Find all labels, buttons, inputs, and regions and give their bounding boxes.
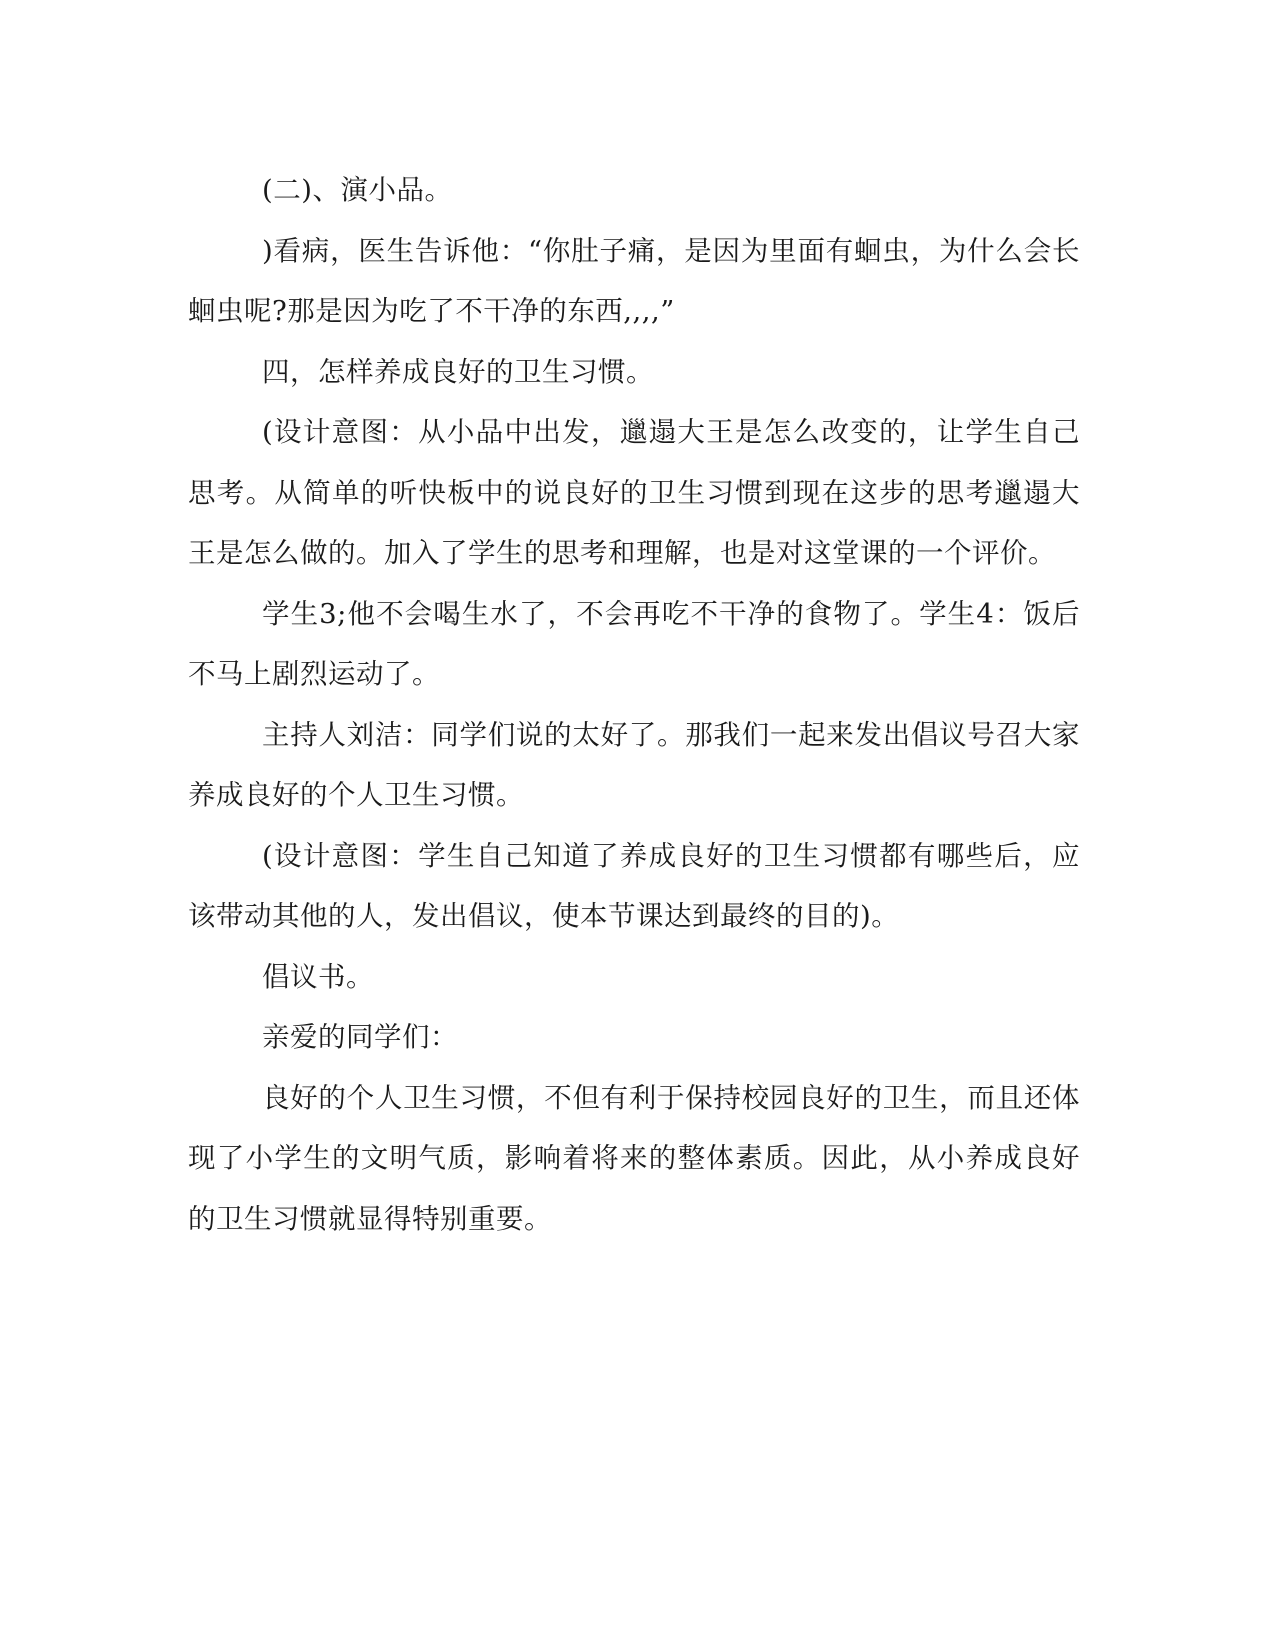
paragraph-heading-habits: 四，怎样养成良好的卫生习惯。 [262,355,654,388]
paragraph-doctor-visit: )看病，医生告诉他：“你肚子痛，是因为里面有蛔虫，为什么会长蛔虫呢?那是因为吃了不干净的东西,,,,” [188,234,1080,327]
paragraph-student-answers: 学生3;他不会喝生水了，不会再吃不干净的食物了。学生4：饭后不马上剧烈运动了。 [188,597,1080,690]
paragraph-design-intent-1: (设计意图：从小品中出发，邋遢大王是怎么改变的，让学生自己思考。从简单的听快板中的说良好的卫生习惯到现在这步的思考邋遢大王是怎么做的。加入了学生的思考和理解，也是对这堂课的一个评价。 [188,416,1080,569]
document-body [188,160,1080,1249]
paragraph-proposal-title: 倡议书。 [262,960,374,993]
paragraph-proposal-body: 良好的个人卫生习惯，不但有利于保持校园良好的卫生，而且还体现了小学生的文明气质，影响着将来的整体素质。因此，从小养成良好的卫生习惯就显得特别重要。 [188,1081,1080,1235]
paragraph-heading-skit: (二)、演小品。 [262,174,453,206]
paragraph-host-remarks: 主持人刘洁：同学们说的太好了。那我们一起来发出倡议号召大家养成良好的个人卫生习惯。 [188,718,1080,811]
paragraph-design-intent-2: (设计意图：学生自己知道了养成良好的卫生习惯都有哪些后，应该带动其他的人，发出倡议，使本节课达到最终的目的)。 [188,839,1080,932]
paragraph-salutation: 亲爱的同学们： [262,1021,458,1053]
